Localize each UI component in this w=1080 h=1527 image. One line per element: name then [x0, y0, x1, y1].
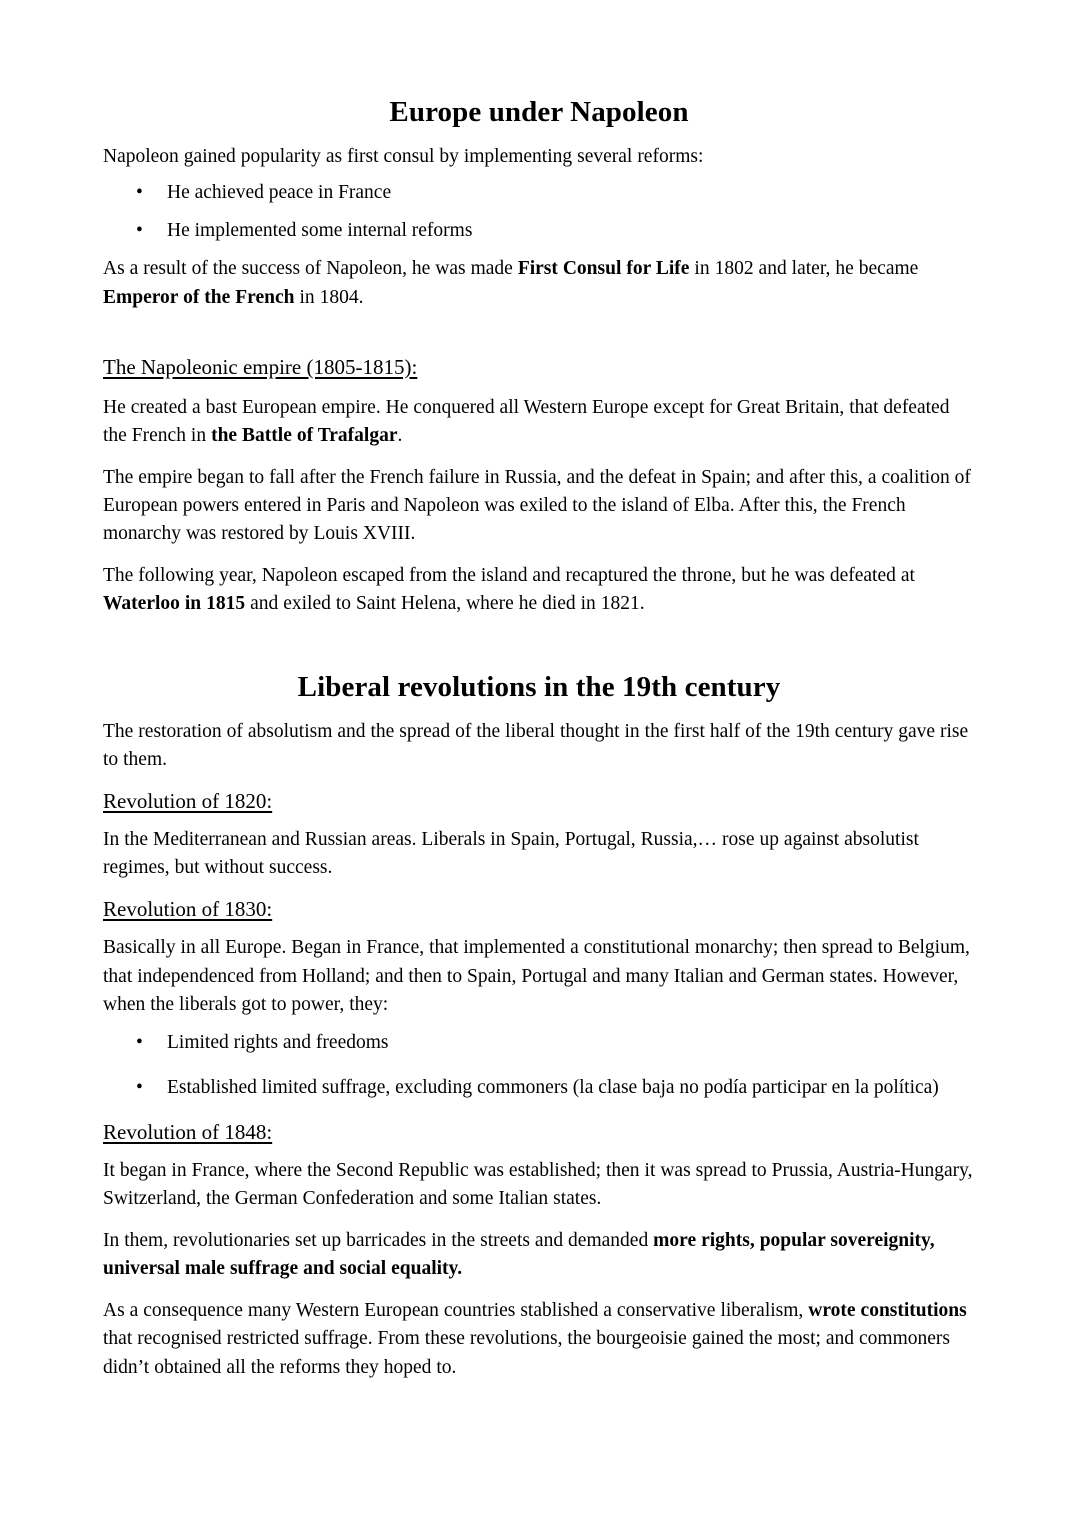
paragraph-waterloo-exile: [103, 562, 975, 618]
bullet-point-icon: •: [136, 1076, 143, 1098]
bullet-point-icon: •: [136, 1031, 143, 1053]
list-item-label: Established limited suffrage, excluding commoners (la clase baja no podía participar en la política): [167, 1076, 939, 1098]
text-run: In them, revolutionaries set up barricades in the streets and demanded: [103, 1230, 654, 1252]
text-run: and exiled to Saint Helena, where he died in 1821.: [245, 593, 645, 615]
bullet-list-revolution-1830-limits: [103, 1029, 975, 1102]
text-run-bold: Emperor of the French: [103, 286, 295, 308]
page-title-europe-under-napoleon: Europe under Napoleon: [389, 96, 689, 128]
text-run: .: [397, 424, 403, 446]
text-run-bold: Waterloo in 1815: [103, 593, 246, 615]
section-heading-revolution-1848: Revolution of 1848:: [103, 1119, 273, 1144]
intro-paragraph-liberal-revolutions: The restoration of absolutism and the spread of the liberal thought in the first half of the 19th century gave rise to them.: [103, 720, 969, 770]
list-item: [103, 1029, 975, 1057]
text-run-bold: the Battle of Trafalgar: [211, 424, 398, 446]
text-run: He created a bast European empire. He conquered all Western Europe except for Great Britain, that defeated the French in: [103, 396, 950, 446]
text-run: As a result of the success of Napoleon, he was made: [103, 258, 518, 280]
section-heading-revolution-1830: Revolution of 1830:: [103, 897, 273, 922]
section-heading-napoleonic-empire: The Napoleonic empire (1805-1815):: [103, 354, 418, 379]
bullet-list-napoleon-reforms: [103, 179, 975, 245]
list-item-label: He implemented some internal reforms: [167, 220, 473, 242]
bullet-point-icon: •: [136, 220, 143, 242]
paragraph-first-consul-for-life: [103, 255, 975, 311]
text-run-bold: wrote constitutions: [808, 1300, 967, 1322]
paragraph-revolution-1848-spread: It began in France, where the Second Republic was established; then it was spread to Prussia, Austria-Hungary, Switzerland, the German Confederation and some Italian states.: [103, 1160, 973, 1210]
paragraph-napoleonic-empire-conquest: [103, 394, 975, 450]
intro-paragraph-napoleon-reforms: Napoleon gained popularity as first consul by implementing several reforms:: [103, 146, 704, 168]
heading-napoleonic-empire-wrapper: [103, 354, 975, 380]
text-run: that recognised restricted suffrage. From these revolutions, the bourgeoisie gained the most; and commoners didn’t obtained all the reforms they hoped to.: [103, 1328, 950, 1378]
text-run-bold: more rights, popular sovereignity, universal male suffrage and social equality.: [103, 1230, 935, 1280]
list-item: [103, 179, 975, 207]
paragraph-revolution-1848-demands: [103, 1227, 975, 1283]
text-run: The following year, Napoleon escaped from the island and recaptured the throne, but he was defeated at: [103, 565, 915, 587]
paragraph-revolution-1848-consequences: [103, 1297, 975, 1381]
bullet-point-icon: •: [136, 182, 143, 204]
heading-revolution-1830-wrapper: [103, 896, 975, 922]
paragraph-empire-fall: The empire began to fall after the French failure in Russia, and the defeat in Spain; and after this, a coalition of European powers entered in Paris and Napoleon was exiled to the island of Elba. After this, the French monarchy was restored by Louis XVIII.: [103, 467, 971, 545]
paragraph-revolution-1820: In the Mediterranean and Russian areas. Liberals in Spain, Portugal, Russia,… rose up against absolutist regimes, but without success.: [103, 829, 919, 879]
text-run: in 1804.: [294, 286, 364, 308]
heading-revolution-1820-wrapper: [103, 788, 975, 814]
list-item: [103, 217, 975, 245]
text-run-bold: First Consul for Life: [517, 258, 690, 280]
text-run: As a consequence many Western European countries stablished a conservative liberalism,: [103, 1300, 809, 1322]
section-heading-revolution-1820: Revolution of 1820:: [103, 788, 273, 813]
heading-revolution-1848-wrapper: [103, 1119, 975, 1145]
paragraph-revolution-1830: Basically in all Europe. Began in France, that implemented a constitutional monarchy; then spread to Belgium, that independenced from Holland; and then to Spain, Portugal and many Italian and German states. However, when the liberals got to power, they:: [103, 937, 970, 1015]
list-item-label: Limited rights and freedoms: [167, 1031, 389, 1053]
list-item: [103, 1074, 975, 1102]
list-item-label: He achieved peace in France: [167, 182, 392, 204]
page-title-liberal-revolutions: Liberal revolutions in the 19th century: [297, 671, 781, 704]
text-run: in 1802 and later, he became: [689, 258, 919, 280]
